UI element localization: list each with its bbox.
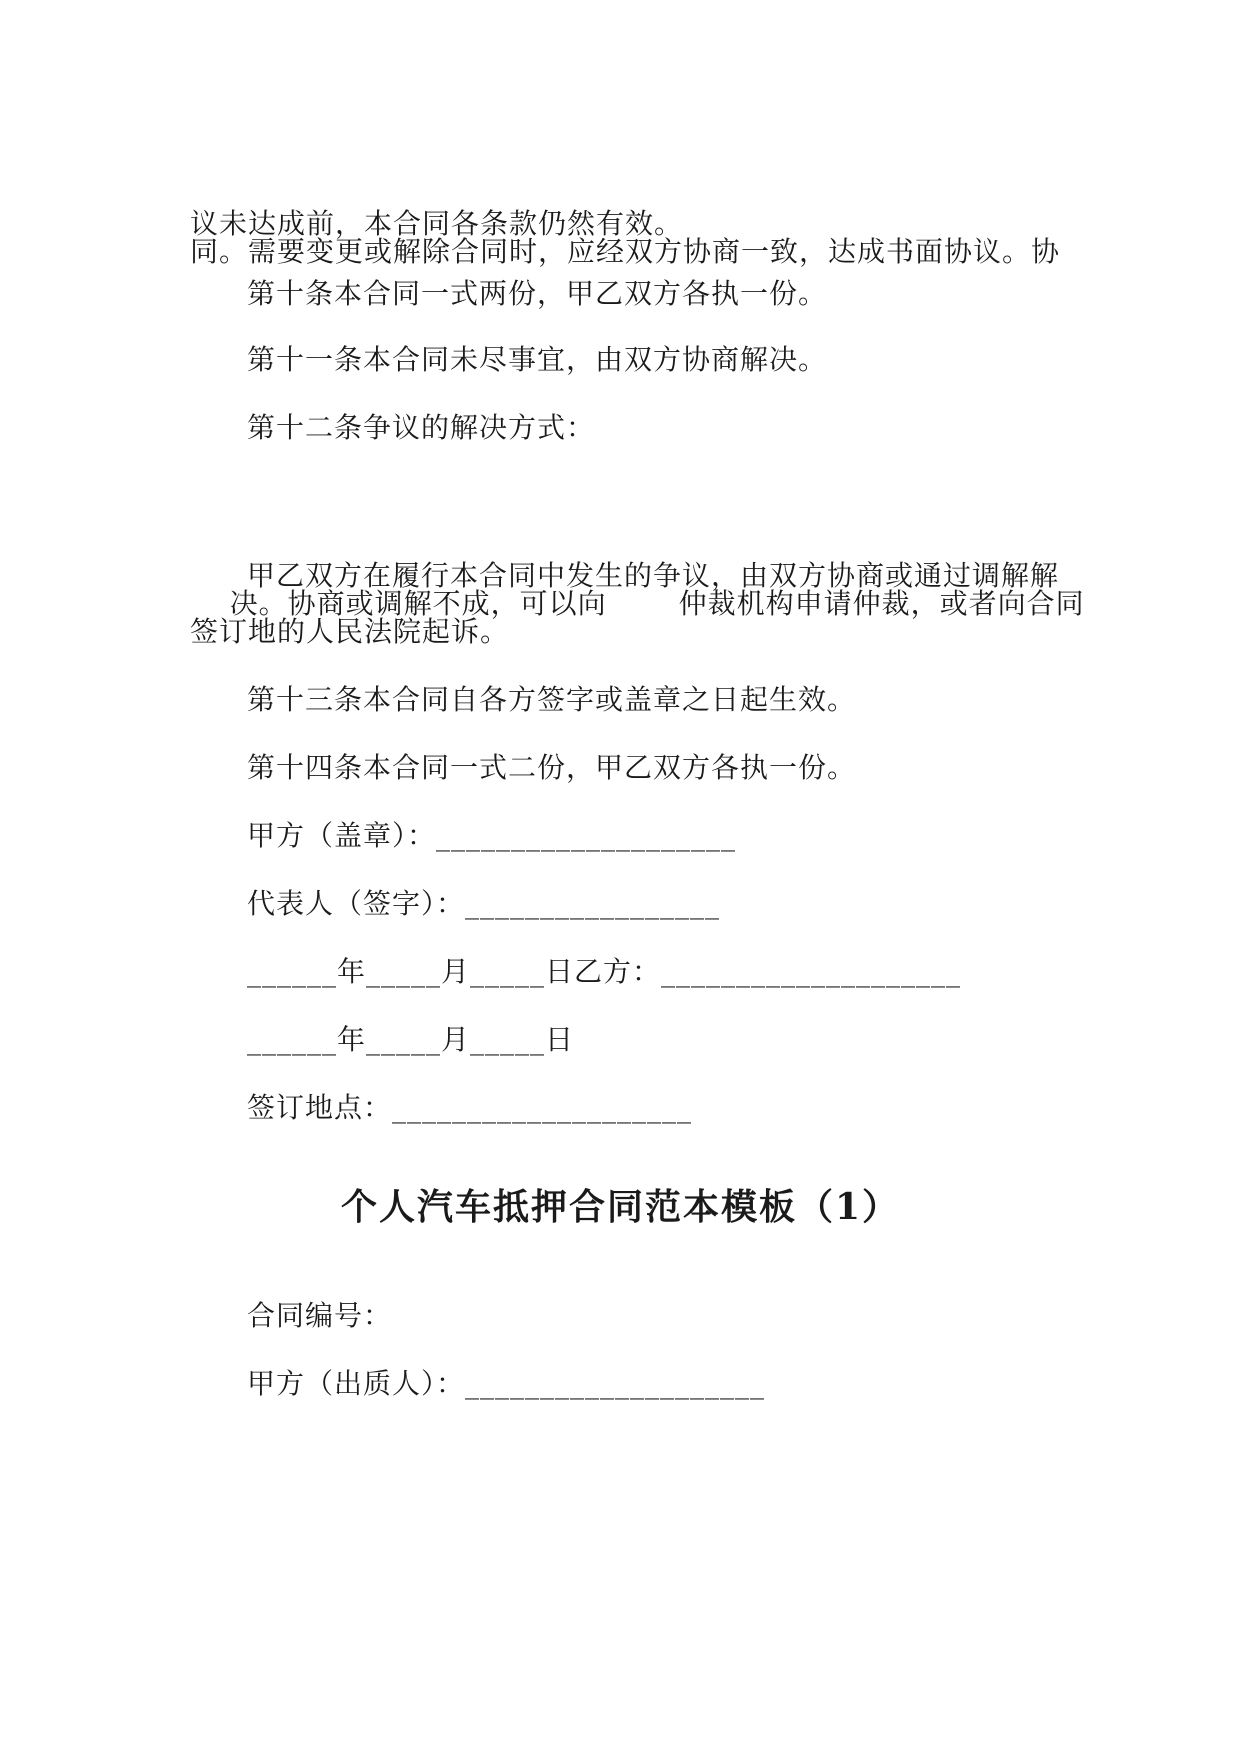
section-title: 个人汽车抵押合同范本模板（1） bbox=[340, 1186, 901, 1228]
article-10: 第十条本合同一式两份，甲乙双方各执一份。 bbox=[247, 277, 828, 310]
party-a-seal-field: 甲方（盖章）：____________________ bbox=[247, 819, 737, 852]
party-a-pledgor-field: 甲方（出质人）：____________________ bbox=[247, 1367, 766, 1400]
article-13: 第十三条本合同自各方签字或盖章之日起生效。 bbox=[247, 683, 857, 716]
paragraph-line: 议未达成前，本合同各条款仍然有效。 bbox=[190, 207, 684, 240]
text-line: 甲乙双方在履行本合同中发生的争议，由双方协商或通过调解解 bbox=[247, 559, 1060, 592]
contract-number-field: 合同编号： bbox=[247, 1299, 393, 1332]
text-line: 同。需要变更或解除合同时，应经双方协商一致，达成书面协议。协 bbox=[190, 235, 1061, 268]
article-12: 第十二条争议的解决方式： bbox=[247, 411, 596, 444]
sign-place-field: 签订地点：____________________ bbox=[247, 1091, 693, 1124]
text-segment: 决。协商或调解不成，可以向 bbox=[229, 587, 607, 620]
paragraph-line bbox=[190, 152, 1061, 352]
date-field: ______年_____月_____日 bbox=[247, 1023, 575, 1056]
article-11: 第十一条本合同未尽事宜，由双方协商解决。 bbox=[247, 343, 828, 376]
text-segment: 仲裁机构申请仲裁，或者向合同 bbox=[678, 587, 1085, 620]
date-party-b-field: ______年_____月_____日乙方：____________________ bbox=[247, 955, 962, 988]
dispute-line-3: 签订地的人民法院起诉。 bbox=[190, 615, 510, 648]
article-14: 第十四条本合同一式二份，甲乙双方各执一份。 bbox=[247, 751, 857, 784]
representative-signature-field: 代表人（签字）：_________________ bbox=[247, 887, 721, 920]
